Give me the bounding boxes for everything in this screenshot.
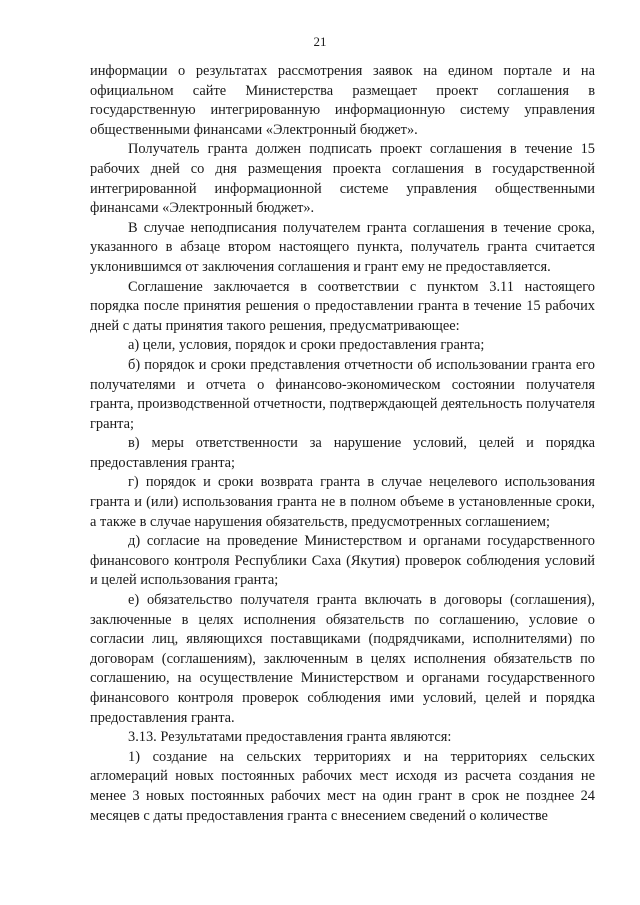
- list-item-b: б) порядок и сроки представления отчетности об использовании гранта его получателями и отчета о финансово-экономическом состоянии получателя гранта, производственной отчетности, подтверждающей деятельность получателя гранта;: [90, 356, 595, 432]
- section-heading-3-13: 3.13. Результатами предоставления гранта являются:: [128, 729, 452, 746]
- list-item-d: д) согласие на проведение Министерством и органами государственного финансового контроля Республики Саха (Якутия) проверок соблюдения условий и целей использования гранта;: [90, 533, 595, 589]
- paragraph-non-signing: В случае неподписания получателем гранта соглашения в течение срока, указанного в абзаце втором настоящего пункта, получатель гранта считается уклонившимся от заключения соглашения и грант ему не предоставляется.: [90, 219, 595, 275]
- paragraph-signing-deadline: Получатель гранта должен подписать проект соглашения в течение 15 рабочих дней со дня размещения проекта соглашения в государственной интегрированной информационной системе управления общественными финансами «Электронный бюджет».: [90, 141, 595, 217]
- list-item-a: а) цели, условия, порядок и сроки предоставления гранта;: [128, 337, 485, 354]
- page-number: 21: [313, 34, 327, 49]
- paragraph-agreement-terms: Соглашение заключается в соответствии с пунктом 3.11 настоящего порядка после принятия решения о предоставлении гранта в течение 15 рабочих дней с даты принятия такого решения, предусматривающее:: [90, 278, 595, 334]
- list-item-g: г) порядок и сроки возврата гранта в случае нецелевого использования гранта и (или) использования гранта не в полном объеме в установленные сроки, а также в случае нарушения обязательств, предусмотренных соглашением;: [90, 474, 595, 530]
- list-item-e: е) обязательство получателя гранта включать в договоры (соглашения), заключенные в целях исполнения обязательств по соглашению, условие о согласии лиц, являющихся поставщиками (подрядчиками, исполнителями) по договорам (соглашениям), заключенным в целях исполнения обязательств по соглашению, на осуществление Министерством и органами государственного финансового контроля проверок соблюдения ими условий, целей и порядка предоставления гранта.: [90, 592, 595, 726]
- result-item-1: 1) создание на сельских территориях и на территориях сельских агломераций новых постоянных рабочих мест исходя из расчета создания не менее 3 новых постоянных рабочих мест на один грант в срок не позднее 24 месяцев с даты предоставления гранта с внесением сведений о количестве: [90, 748, 595, 824]
- list-item-v: в) меры ответственности за нарушение условий, целей и порядка предоставления гранта;: [90, 435, 595, 471]
- document-body: [90, 62, 595, 826]
- paragraph-continuation: информации о результатах рассмотрения заявок на едином портале и на официальном сайте Министерства размещает проект соглашения в государственную интегрированную информационную систему управления общественными финансами «Электронный бюджет».: [90, 63, 595, 138]
